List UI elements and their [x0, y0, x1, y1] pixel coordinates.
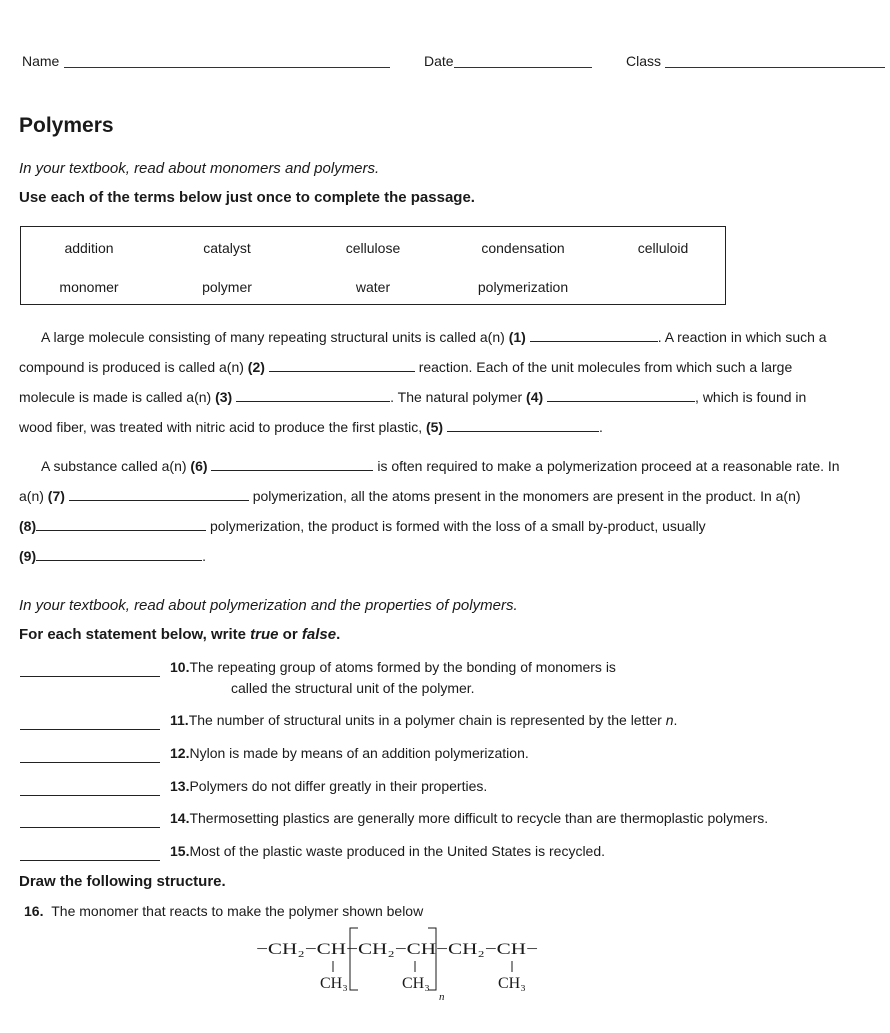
- polymer-main-chain: −CH₂−CH−CH₂−CH−CH₂−CH−: [256, 941, 538, 958]
- section2-instruction: In your textbook, read about polymerization and the properties of polymers.: [19, 597, 518, 614]
- directive-text: .: [336, 626, 341, 643]
- date-field[interactable]: [454, 67, 592, 68]
- repeat-subscript-n: n: [439, 991, 445, 1003]
- passage-text: A large molecule consisting of many repeating structural units is called a(n): [41, 329, 509, 345]
- blank-number-9: (9): [19, 548, 37, 564]
- word-bank-box: [20, 226, 726, 305]
- statement-text: The repeating group of atoms formed by the bonding of monomers is: [189, 659, 616, 675]
- statement-10: [170, 659, 616, 675]
- answer-line-12[interactable]: [20, 762, 160, 763]
- answer-line-15[interactable]: [20, 860, 160, 861]
- answer-line-13[interactable]: [20, 795, 160, 796]
- blank-4[interactable]: [547, 388, 695, 402]
- question-text: The monomer that reacts to make the polymer shown below: [51, 903, 424, 919]
- class-label: Class: [626, 53, 662, 69]
- passage-text: .: [202, 548, 207, 564]
- name-field[interactable]: [64, 67, 390, 68]
- blank-number-4: (4): [526, 389, 544, 405]
- statement-14: [170, 810, 768, 826]
- answer-line-14[interactable]: [20, 827, 160, 828]
- section2-directive: [19, 626, 340, 643]
- polymer-structure: [250, 922, 550, 1008]
- blank-number-6: (6): [190, 458, 208, 474]
- passage-text: compound is produced is called a(n): [19, 359, 248, 375]
- statement-10-continued: called the structural unit of the polymer.: [231, 680, 475, 696]
- statement-number: 10.: [170, 659, 190, 675]
- blank-6[interactable]: [211, 457, 373, 471]
- statement-12: [170, 745, 529, 761]
- substituent-ch3: CH₃: [402, 975, 430, 992]
- blank-7[interactable]: [69, 487, 249, 501]
- answer-line-10[interactable]: [20, 676, 160, 677]
- passage-line: [41, 457, 840, 474]
- passage-line: [41, 328, 827, 345]
- term: addition: [64, 240, 114, 256]
- statement-number: 13.: [170, 778, 190, 794]
- statement-text: Most of the plastic waste produced in the United States is recycled.: [189, 843, 606, 859]
- statement-text: Polymers do not differ greatly in their properties.: [189, 778, 488, 794]
- section1-directive: Use each of the terms below just once to complete the passage.: [19, 189, 475, 206]
- term: condensation: [481, 240, 565, 256]
- passage-line: [19, 547, 206, 564]
- passage-text: molecule is made is called a(n): [19, 389, 216, 405]
- passage-text: polymerization, the product is formed with the loss of a small by-product, usually: [210, 518, 706, 534]
- substituent-ch3: CH₃: [498, 975, 526, 992]
- blank-number-3: (3): [215, 389, 233, 405]
- blank-5[interactable]: [447, 418, 599, 432]
- passage-line: [19, 517, 706, 534]
- term: cellulose: [345, 240, 401, 256]
- blank-3[interactable]: [236, 388, 390, 402]
- blank-number-7: (7): [47, 488, 65, 504]
- statement-number: 11.: [170, 712, 189, 728]
- date-label: Date: [424, 53, 454, 69]
- blank-9[interactable]: [36, 547, 202, 561]
- passage-text: A substance called a(n): [41, 458, 191, 474]
- name-label: Name: [22, 53, 60, 69]
- statement-italic: n: [665, 712, 674, 728]
- passage-text: wood fiber, was treated with nitric acid to produce the first plastic,: [19, 419, 426, 435]
- passage-line: [19, 487, 801, 504]
- term: water: [355, 279, 391, 295]
- passage-text: a(n): [19, 488, 48, 504]
- statement-text: Thermosetting plastics are generally more difficult to recycle than are thermoplastic polymers.: [189, 810, 769, 826]
- passage-text: reaction. Each of the unit molecules from which such a large: [414, 359, 793, 375]
- blank-number-8: (8): [19, 518, 37, 534]
- section3-directive: Draw the following structure.: [19, 873, 226, 890]
- directive-true: true: [250, 626, 279, 643]
- passage-text: . A reaction in which such a: [657, 329, 827, 345]
- page-title: Polymers: [19, 114, 114, 137]
- statement-15: [170, 843, 605, 859]
- statement-number: 14.: [170, 810, 190, 826]
- directive-false: false: [301, 626, 337, 643]
- term: celluloid: [637, 240, 689, 256]
- term: polymerization: [477, 279, 569, 295]
- term: monomer: [59, 279, 119, 295]
- answer-line-11[interactable]: [20, 729, 160, 730]
- term: catalyst: [203, 240, 251, 256]
- question-number: 16.: [24, 903, 44, 919]
- passage-text: , which is found in: [695, 389, 807, 405]
- substituent-ch3: CH₃: [320, 975, 348, 992]
- statement-text: Nylon is made by means of an addition polymerization.: [189, 745, 529, 761]
- passage-line: [19, 418, 603, 435]
- passage-text: .: [599, 419, 603, 435]
- blank-8[interactable]: [36, 517, 206, 531]
- left-bracket: [350, 928, 358, 990]
- statement-13: [170, 778, 487, 794]
- blank-1[interactable]: [530, 328, 658, 342]
- statement-text: The number of structural units in a polymer chain is represented by the letter: [188, 712, 666, 728]
- question-16: [24, 903, 423, 919]
- passage-text: . The natural polymer: [390, 389, 527, 405]
- blank-2[interactable]: [269, 358, 415, 372]
- passage-text: polymerization, all the atoms present in the monomers are present in the product. In a(n): [248, 488, 801, 504]
- blank-number-1: (1): [508, 329, 526, 345]
- class-field[interactable]: [665, 67, 885, 68]
- passage-text: is often required to make a polymerization proceed at a reasonable rate. In: [373, 458, 840, 474]
- statement-number: 12.: [170, 745, 190, 761]
- passage-line: [19, 388, 806, 405]
- blank-number-5: (5): [425, 419, 444, 435]
- directive-text: For each statement below, write: [19, 626, 251, 643]
- statement-number: 15.: [170, 843, 190, 859]
- passage-line: [19, 358, 792, 375]
- directive-text: or: [278, 626, 302, 643]
- statement-11: [170, 712, 677, 728]
- term: polymer: [202, 279, 252, 295]
- blank-number-2: (2): [247, 359, 265, 375]
- section1-instruction: In your textbook, read about monomers and polymers.: [19, 160, 380, 177]
- statement-text: .: [673, 712, 678, 728]
